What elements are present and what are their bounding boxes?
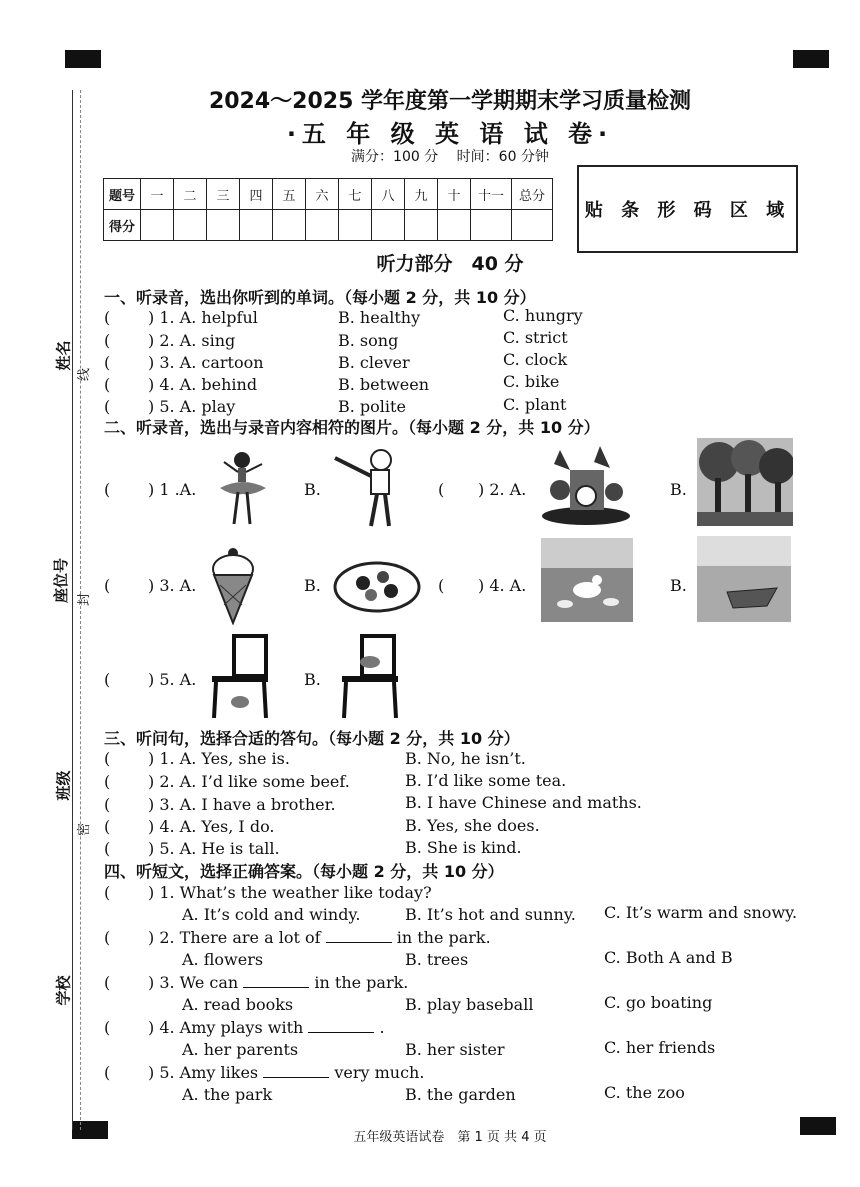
s4-q5-stem: ) 5. Amy likes very much. — [148, 1063, 425, 1082]
s3-q5-b: B. She is kind. — [405, 838, 522, 857]
s1-q4-b: B. between — [338, 375, 430, 394]
s4-q3-stem: ) 3. We can in the park. — [148, 973, 409, 992]
score-cell: 三 — [207, 179, 240, 210]
score-cell: 二 — [174, 179, 207, 210]
score-input-cell[interactable] — [405, 210, 438, 241]
s1-q4: ) 4. A. behind — [148, 375, 258, 394]
s2-q2: ) 2. A. — [478, 480, 527, 499]
answer-paren[interactable]: ( — [104, 397, 111, 416]
answer-paren[interactable]: ( — [104, 1018, 111, 1037]
s3-q1-a: ) 1. A. Yes, she is. — [148, 749, 290, 768]
s4-q1-stem: ) 1. What’s the weather like today? — [148, 883, 432, 902]
answer-paren[interactable]: ( — [104, 772, 111, 791]
answer-paren[interactable]: ( — [104, 883, 111, 902]
ice-cream-icon — [210, 545, 256, 625]
answer-paren[interactable]: ( — [104, 353, 111, 372]
s2-q4: ) 4. A. — [478, 576, 527, 595]
s1-q3-b: B. clever — [338, 353, 410, 372]
s1-q1-c: C. hungry — [503, 306, 583, 325]
s1-q5-b: B. polite — [338, 397, 406, 416]
s2-q3-b: B. — [304, 576, 321, 595]
answer-paren[interactable]: ( — [104, 576, 111, 595]
section-2-heading: 二、听录音，选出与录音内容相符的图片。（每小题 2 分，共 10 分） — [104, 418, 600, 437]
s3-q2-a: ) 2. A. I’d like some beef. — [148, 772, 350, 791]
score-cell: 题号 — [104, 179, 141, 210]
s3-q3-b: B. I have Chinese and maths. — [405, 793, 642, 812]
s1-q5-c: C. plant — [503, 395, 567, 414]
side-label-school: 学校 — [54, 975, 73, 1006]
s1-q2: ) 2. A. sing — [148, 331, 236, 350]
score-cell: 九 — [405, 179, 438, 210]
answer-paren[interactable]: ( — [438, 480, 445, 499]
s4-q1-c: C. It’s warm and snowy. — [604, 903, 798, 922]
answer-paren[interactable]: ( — [104, 375, 111, 394]
s2-q1-b: B. — [304, 480, 321, 499]
s4-q1-a: A. It’s cold and windy. — [182, 905, 361, 924]
section-4-heading: 四、听短文，选择正确答案。（每小题 2 分，共 10 分） — [104, 862, 504, 881]
s3-q1-b: B. No, he isn’t. — [405, 749, 526, 768]
score-cell: 七 — [339, 179, 372, 210]
score-cell: 总分 — [512, 179, 553, 210]
listening-section-header: 听力部分 40 分 — [376, 253, 524, 275]
score-cell: 八 — [372, 179, 405, 210]
s4-q3-a: A. read books — [182, 995, 294, 1014]
s2-q1: ) 1 .A. — [148, 480, 197, 499]
s4-q2-c: C. Both A and B — [604, 948, 733, 967]
binding-line — [72, 90, 73, 1130]
s3-q4-a: ) 4. A. Yes, I do. — [148, 817, 275, 836]
score-cell: 十 — [438, 179, 471, 210]
side-label-name: 姓名 — [54, 340, 73, 371]
s1-q3-c: C. clock — [503, 350, 568, 369]
answer-paren[interactable]: ( — [104, 973, 111, 992]
exam-subtitle: ·五 年 级 英 语 试 卷· — [286, 120, 614, 148]
s4-q5-b: B. the garden — [405, 1085, 516, 1104]
s3-q2-b: B. I’d like some tea. — [405, 771, 567, 790]
s2-q3: ) 3. A. — [148, 576, 197, 595]
answer-paren[interactable]: ( — [104, 480, 111, 499]
score-cell: 一 — [141, 179, 174, 210]
side-label-class: 班级 — [54, 770, 73, 801]
s4-q5-c: C. the zoo — [604, 1083, 685, 1102]
score-table-score-row — [104, 210, 553, 241]
side-char-mi: 密 — [77, 822, 93, 837]
s4-q3-c: C. go boating — [604, 993, 713, 1012]
s2-q2-b: B. — [670, 480, 687, 499]
s4-q3-b: B. play baseball — [405, 995, 534, 1014]
score-input-cell[interactable] — [207, 210, 240, 241]
s1-q4-c: C. bike — [503, 372, 560, 391]
answer-paren[interactable]: ( — [104, 817, 111, 836]
score-input-cell[interactable] — [273, 210, 306, 241]
barcode-area: 贴 条 形 码 区 域 — [577, 165, 798, 253]
boat-lake-icon — [697, 536, 791, 622]
registration-mark — [65, 50, 101, 68]
score-cell: 十一 — [471, 179, 512, 210]
karate-kid-icon — [331, 446, 401, 528]
s4-q2-stem: ) 2. There are a lot of in the park. — [148, 928, 491, 947]
answer-blank[interactable] — [243, 975, 309, 988]
score-input-cell[interactable] — [141, 210, 174, 241]
score-input-cell[interactable] — [306, 210, 339, 241]
score-input-cell[interactable] — [339, 210, 372, 241]
s3-q5-a: ) 5. A. He is tall. — [148, 839, 280, 858]
score-cell: 四 — [240, 179, 273, 210]
score-cell: 得分 — [104, 210, 141, 241]
forest-icon — [697, 438, 793, 526]
side-char-xian: 线 — [77, 367, 93, 382]
s2-q5-b: B. — [304, 670, 321, 689]
exam-meta: 满分：100 分 时间：60 分钟 — [351, 149, 549, 165]
side-label-seat: 座位号 — [52, 557, 71, 604]
answer-paren[interactable]: ( — [104, 1063, 111, 1082]
salad-plate-icon — [333, 555, 421, 615]
side-char-feng: 封 — [77, 592, 93, 607]
answer-paren[interactable]: ( — [104, 308, 111, 327]
exam-title: 2024～2025 学年度第一学期期末学习质量检测 — [208, 89, 692, 114]
answer-paren[interactable]: ( — [104, 795, 111, 814]
answer-blank[interactable] — [263, 1065, 329, 1078]
ballerina-icon — [212, 448, 274, 526]
s4-q2-b: B. trees — [405, 950, 469, 969]
binding-line-dashed — [80, 90, 82, 1130]
s1-q3: ) 3. A. cartoon — [148, 353, 264, 372]
answer-paren[interactable]: ( — [104, 331, 111, 350]
section-3-heading: 三、听问句，选择合适的答句。（每小题 2 分，共 10 分） — [104, 729, 520, 748]
score-input-cell[interactable] — [438, 210, 471, 241]
answer-paren[interactable]: ( — [104, 670, 111, 689]
answer-blank[interactable] — [326, 930, 392, 943]
s2-q5: ) 5. A. — [148, 670, 197, 689]
s1-q1-b: B. healthy — [338, 308, 421, 327]
s3-q4-b: B. Yes, she does. — [405, 816, 540, 835]
ducks-lake-icon — [541, 538, 633, 622]
answer-paren[interactable]: ( — [104, 839, 111, 858]
chair-cap-on-icon — [340, 634, 404, 718]
s2-q4-b: B. — [670, 576, 687, 595]
score-cell: 六 — [306, 179, 339, 210]
s4-q5-a: A. the park — [182, 1085, 273, 1104]
score-cell: 五 — [273, 179, 306, 210]
score-input-cell[interactable] — [174, 210, 207, 241]
zoo-animals-icon — [540, 440, 632, 526]
score-input-cell[interactable] — [471, 210, 512, 241]
section-1-heading: 一、听录音，选出你听到的单词。（每小题 2 分，共 10 分） — [104, 288, 536, 307]
score-input-cell[interactable] — [372, 210, 405, 241]
score-input-cell[interactable] — [512, 210, 553, 241]
s4-q4-stem: ) 4. Amy plays with . — [148, 1018, 385, 1037]
s4-q4-b: B. her sister — [405, 1040, 505, 1059]
page-footer: 五年级英语试卷 第 1 页 共 4 页 — [353, 1130, 547, 1145]
s4-q2-a: A. flowers — [182, 950, 264, 969]
s1-q2-b: B. song — [338, 331, 399, 350]
score-input-cell[interactable] — [240, 210, 273, 241]
s4-q1-b: B. It’s hot and sunny. — [405, 905, 576, 924]
answer-paren[interactable]: ( — [104, 749, 111, 768]
s4-q4-c: C. her friends — [604, 1038, 716, 1057]
answer-paren[interactable]: ( — [438, 576, 445, 595]
s1-q1: ) 1. A. helpful — [148, 308, 258, 327]
s1-q5: ) 5. A. play — [148, 397, 236, 416]
registration-mark — [793, 50, 829, 68]
s3-q3-a: ) 3. A. I have a brother. — [148, 795, 336, 814]
score-table — [103, 178, 553, 241]
s4-q4-a: A. her parents — [182, 1040, 299, 1059]
chair-ball-under-icon — [210, 634, 276, 718]
s1-q2-c: C. strict — [503, 328, 568, 347]
answer-blank[interactable] — [308, 1020, 374, 1033]
score-table-header-row — [104, 179, 553, 210]
answer-paren[interactable]: ( — [104, 928, 111, 947]
